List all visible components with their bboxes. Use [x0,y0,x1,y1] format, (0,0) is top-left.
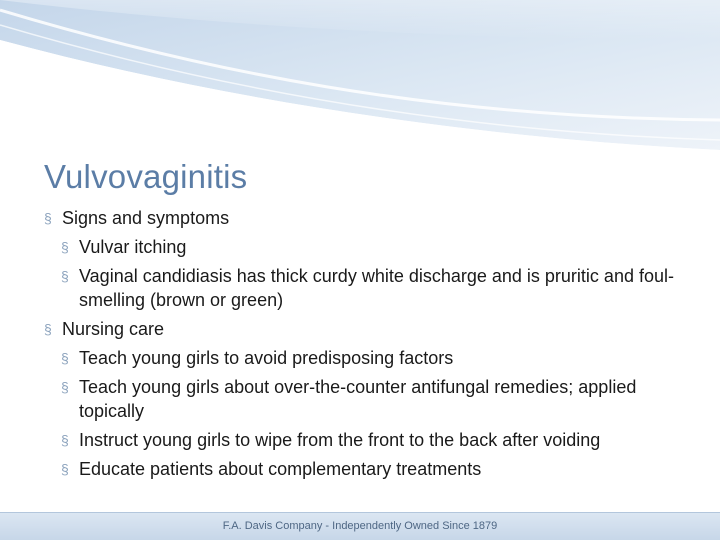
header-swoosh-background [0,0,720,170]
bullet-list [44,206,684,486]
bullet-marker-icon: § [61,461,69,477]
bullet-item [44,206,684,230]
sub-bullet-item [61,264,684,312]
bullet-text: Nursing care [62,319,165,339]
footer-bar [0,512,720,540]
bullet-text: Educate patients about complementary treatments [79,459,482,479]
bullet-marker-icon: § [61,432,69,448]
bullet-marker-icon: § [61,239,69,255]
bullet-marker-icon: § [61,350,69,366]
sub-bullet-item [61,346,684,370]
sub-bullet-item [61,457,684,481]
sub-bullet-item [61,428,684,452]
bullet-text: Signs and symptoms [62,208,230,228]
sub-bullet-item [61,375,684,423]
bullet-text: Vaginal candidiasis has thick curdy white discharge and is pruritic and foul-smelling (brown or green) [79,266,674,310]
bullet-item [44,317,684,341]
bullet-text: Teach young girls to avoid predisposing factors [79,348,454,368]
footer-text: F.A. Davis Company - Independently Owned Since 1879 [222,520,498,532]
bullet-text: Instruct young girls to wipe from the front to the back after voiding [79,430,601,450]
bullet-marker-icon: § [44,321,52,337]
sub-bullet-item [61,235,684,259]
bullet-marker-icon: § [61,379,69,395]
bullet-marker-icon: § [61,268,69,284]
bullet-text: Vulvar itching [79,237,187,257]
bullet-text: Teach young girls about over-the-counter antifungal remedies; applied topically [79,377,637,421]
bullet-marker-icon: § [44,210,52,226]
slide-title: Vulvovaginitis [44,158,248,195]
